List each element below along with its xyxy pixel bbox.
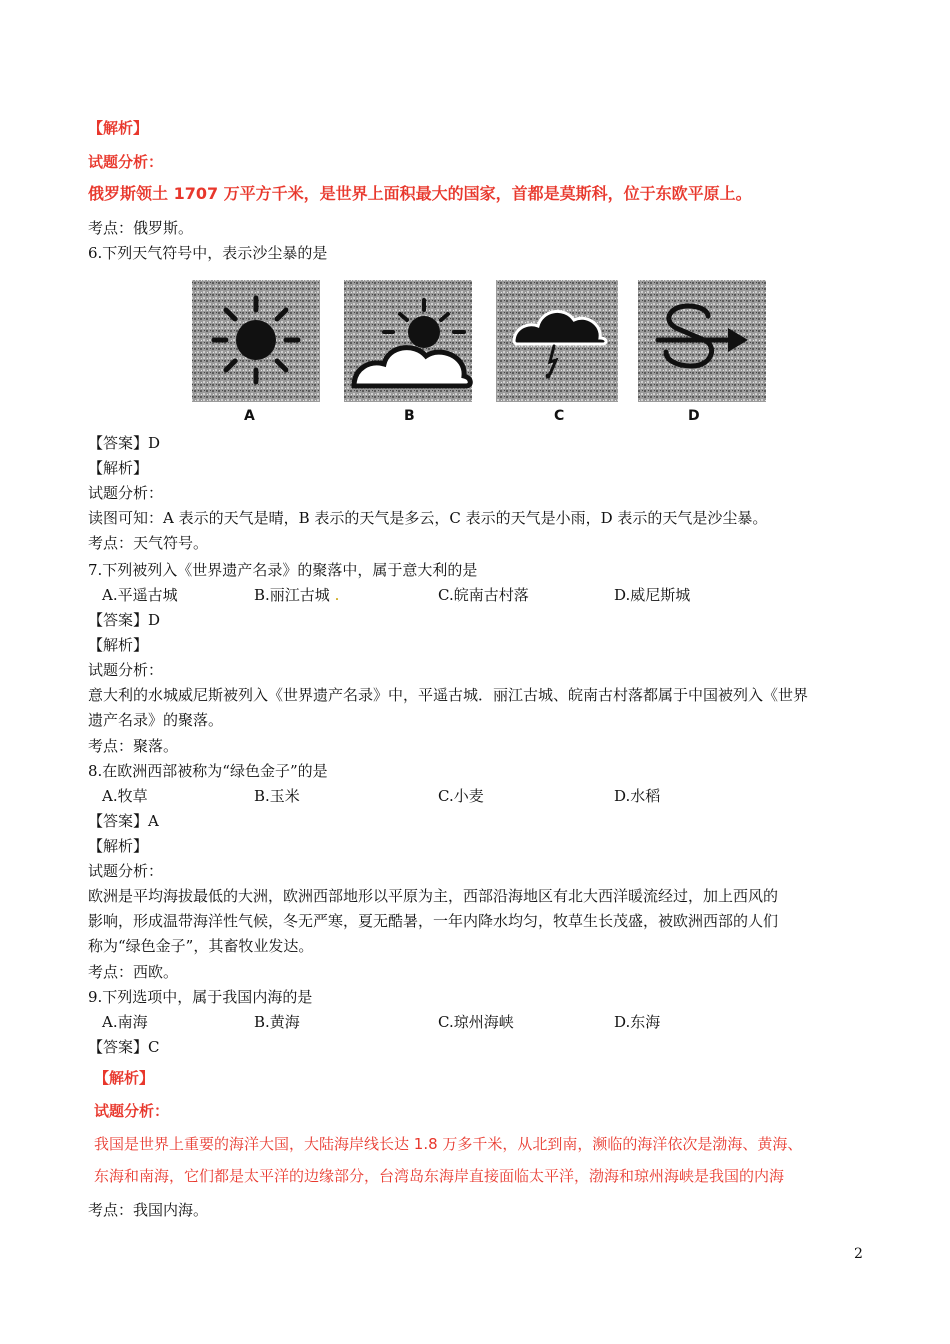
q9-option-a: A.南海 [102,1013,148,1031]
q6-kaodian: 考点：天气符号。 [88,534,209,552]
page-number: 2 [854,1246,863,1262]
q7-fenxi-heading: 试题分析： [88,661,164,679]
q7-option-a: A.平遥古城 [102,586,178,604]
q8-option-d: D.水稻 [614,787,661,805]
q7-option-c: C.皖南古村落 [438,586,529,604]
q7-option-b-text: B.丽江古城 [254,586,330,604]
q5-jiexi-heading: 【解析】 [88,119,149,137]
q9-question: 9.下列选项中，属于我国内海的是 [88,988,313,1006]
q8-analysis-line-2: 影响，形成温带海洋性气候，冬无严寒，夏无酷暑，一年内降水均匀，牧草生长茂盛，被欧洲西部的人们 [88,912,779,930]
q7-option-b [254,585,339,605]
weather-symbols-svg [188,276,770,428]
figure-label-b: B [404,408,415,424]
q7-option-b-mark: . [334,586,340,604]
figure-label-d: D [688,408,700,424]
weather-symbols-figure [188,276,770,428]
q9-option-c: C.琼州海峡 [438,1013,514,1031]
q9-option-b: B.黄海 [254,1013,300,1031]
q9-analysis-line-1: 我国是世界上重要的海洋大国，大陆海岸线长达 1.8 万多千米，从北到南，濒临的海洋依次是渤海、黄海、 [94,1135,803,1153]
q9-kaodian: 考点：我国内海。 [88,1201,209,1219]
q6-fenxi-heading: 试题分析： [88,484,164,502]
sandstorm-icon [638,280,766,402]
q8-jiexi-heading: 【解析】 [88,837,149,855]
q6-answer: 【答案】D [88,434,161,452]
q9-answer: 【答案】C [88,1038,160,1056]
q8-kaodian: 考点：西欧。 [88,963,179,981]
q9-analysis-line-2: 东海和南海，它们都是太平洋的边缘部分，台湾岛东海岸直接面临太平洋，渤海和琼州海峡是我国的内海 [94,1167,785,1185]
sun-icon [192,280,320,402]
q8-option-b: B.玉米 [254,787,300,805]
q7-kaodian: 考点：聚落。 [88,737,179,755]
q9-fenxi-heading: 试题分析： [94,1102,170,1120]
q7-answer: 【答案】D [88,611,161,629]
q7-option-d: D.威尼斯城 [614,586,691,604]
q6-question: 6.下列天气符号中，表示沙尘暴的是 [88,244,328,262]
q7-analysis-line-2: 遗产名录》的聚落。 [88,711,224,729]
q5-analysis-text: 俄罗斯领土 1707 万平方千米，是世界上面积最大的国家，首都是莫斯科，位于东欧平原上。 [88,184,752,203]
rain-cloud-icon [496,280,618,402]
q8-fenxi-heading: 试题分析： [88,862,164,880]
q5-fenxi-heading: 试题分析： [88,153,164,171]
q8-analysis-line-3: 称为“绿色金子”，其畜牧业发达。 [88,937,314,955]
q6-analysis-text: 读图可知：A 表示的天气是晴，B 表示的天气是多云，C 表示的天气是小雨，D 表示的天气是沙尘暴。 [88,509,768,527]
q8-analysis-line-1: 欧洲是平均海拔最低的大洲，欧洲西部地形以平原为主，西部沿海地区有北大西洋暖流经过，加上西风的 [88,887,779,905]
figure-label-c: C [554,408,565,424]
q7-jiexi-heading: 【解析】 [88,636,149,654]
q8-option-a: A.牧草 [102,787,148,805]
q9-option-d: D.东海 [614,1013,661,1031]
cloud-sun-icon [344,280,472,402]
q5-kaodian: 考点：俄罗斯。 [88,219,194,237]
q8-question: 8.在欧洲西部被称为“绿色金子”的是 [88,762,328,780]
q8-answer: 【答案】A [88,812,159,830]
q6-jiexi-heading: 【解析】 [88,459,149,477]
q7-question: 7.下列被列入《世界遗产名录》的聚落中，属于意大利的是 [88,561,478,579]
q7-analysis-line-1: 意大利的水城威尼斯被列入《世界遗产名录》中，平遥古城．丽江古城、皖南古村落都属于中国被列入《世界 [88,686,809,704]
q9-jiexi-heading: 【解析】 [94,1069,155,1087]
q8-option-c: C.小麦 [438,787,484,805]
figure-label-a: A [244,408,255,424]
